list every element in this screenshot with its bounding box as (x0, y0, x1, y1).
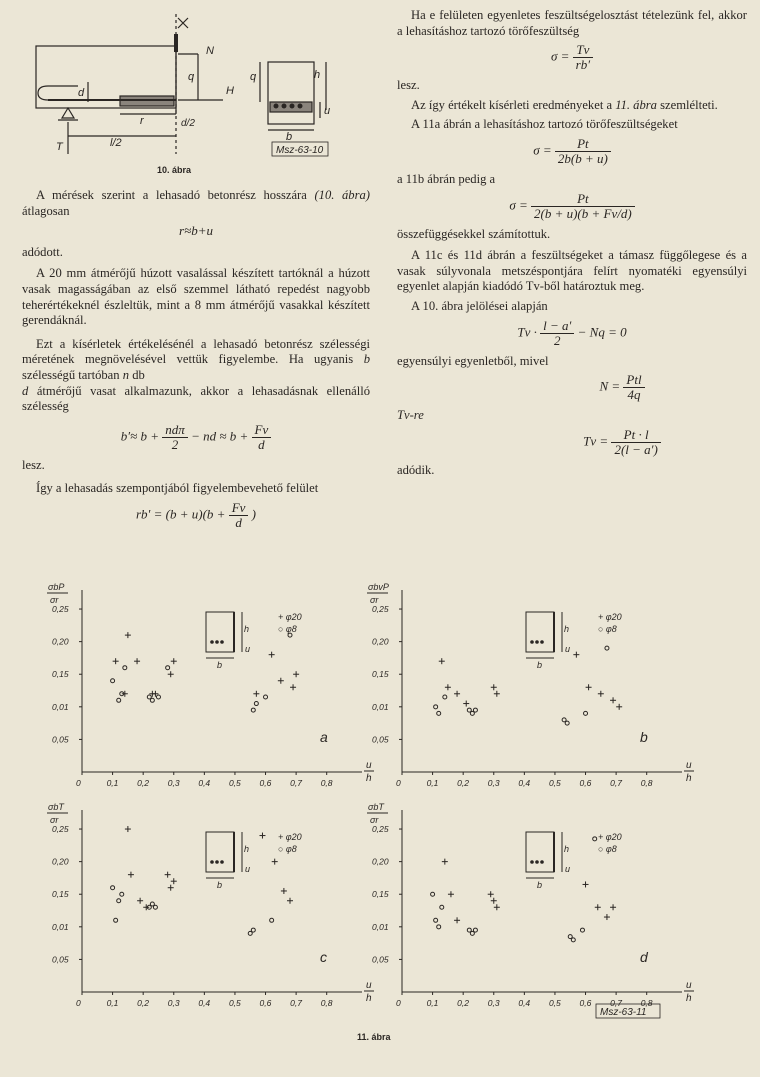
data-point-plus (287, 898, 293, 904)
data-point-plus (463, 701, 469, 707)
y-tick-label: 0,15 (372, 669, 389, 680)
data-point-plus (269, 652, 275, 658)
fig10-stamp: Msz-63-10 (276, 145, 324, 156)
inset-label-b: b (537, 660, 543, 670)
data-point-plus (168, 885, 174, 891)
inset-label-h: h (564, 844, 570, 854)
x-tick-label: 0,6 (579, 778, 592, 788)
x-tick-label: 0,1 (426, 998, 439, 1008)
y-tick-label: 0,20 (52, 856, 69, 867)
legend-plus: + φ20 (278, 612, 302, 622)
x-tick-label: 0,2 (457, 998, 470, 1008)
legend-circle: ○ φ8 (598, 844, 617, 854)
svg-text:T: T (56, 141, 63, 153)
fig11-stamp: Msz-63-11 (600, 1007, 647, 1018)
data-point-plus (583, 881, 589, 887)
data-point-circle (251, 928, 255, 932)
inset-label-h: h (564, 624, 570, 634)
data-point-plus (616, 704, 622, 710)
data-point-plus (168, 671, 174, 677)
data-point-circle (593, 837, 597, 841)
svg-text:d: d (78, 87, 85, 99)
x-tick-label: 0,7 (290, 998, 302, 1008)
paragraph: A 11c és 11d ábrán a feszültségeket a támasz függőlegese és a vasak súlyvonala metszéspontjára felírt nyomatéki egyensúlyi egyenlet alapján kiadódó Tv-ből határoztuk meg. (397, 248, 747, 294)
x-tick-label: 0,6 (579, 998, 592, 1008)
x-label-den: h (366, 993, 372, 1004)
data-point-plus (278, 678, 284, 684)
x-tick-label: 0,8 (640, 998, 653, 1008)
data-point-plus (281, 888, 287, 894)
fig10-caption: 10. ábra (157, 165, 192, 175)
x-tick-label: 0,4 (198, 778, 211, 788)
panel-b (367, 582, 694, 788)
x-tick-label: 0,4 (518, 998, 531, 1008)
x-tick-label: 0,7 (610, 778, 622, 788)
svg-text:N: N (206, 45, 214, 57)
x-tick-label: 0,2 (457, 778, 470, 788)
data-point-circle (264, 695, 268, 699)
inset-label-b: b (537, 880, 543, 890)
y-tick-label: 0,05 (52, 734, 69, 745)
x-tick-label: 0,4 (198, 998, 211, 1008)
data-point-plus (491, 898, 497, 904)
inset-label-h: h (244, 844, 250, 854)
paragraph: Ezt a kísérletek értékelésénél a lehasadó betonrész szélességi méretének megnövelésével vettük figyelembe. Ha ugyanis b szélességű tartóban n db d átmérőjű vasat alkalmazunk, akkor a lehasadásnak ellenálló szélesség (22, 336, 371, 414)
inset-section (526, 612, 554, 652)
data-point-plus (573, 652, 579, 658)
data-point-plus (171, 658, 177, 664)
inset-bar (210, 640, 214, 644)
y-tick-label: 0,01 (372, 921, 389, 932)
y-tick-label: 0,05 (52, 954, 69, 965)
y-tick-label: 0,05 (372, 734, 389, 745)
data-point-plus (293, 671, 299, 677)
x-label-num: u (686, 760, 692, 771)
panel-letter: c (320, 949, 327, 965)
legend-circle: ○ φ8 (278, 624, 297, 634)
left-column: A mérések szerint a lehasadó betonrész hosszára (10. ábra) átlagosan r≈b+u adódott. A 20 mm átmérőjű húzott vasalással készített tartóknál a húzott vasak magasságában az első szemmel látható repedést nagyobb teherértékeknél észleltük, mint a 8 mm átmérőjű vasakkal készített gerendáknál. Ezt a kísérletek értékelésénél a lehasadó betonrész szélességi méretének megnövelésével vettük figyelembe. Ha ugyanis b szélességű tartóban n db d átmérőjű vasat alkalmazunk, akkor a lehasadásnak ellenálló szélesség b′≈ b + $\frac{\text{ndπ}}{2}$ − nd ≈ b + $\frac{Fv}{d}$ lesz. Így a lehasadás szempontjából figyelembevehető felület rb′ = (b + u)(b + $\frac{Fv}{d}$ ) (22, 188, 371, 530)
data-point-circle (117, 899, 121, 903)
inset-bar (540, 640, 544, 644)
data-point-circle (437, 711, 441, 715)
eq-b-prime: b′≈ b + $\frac{\text{ndπ}}{2}$ − nd ≈ b + $\frac{Fv}{d}$ (22, 423, 370, 452)
eq-sigma-2: σ = $\frac{Pt}{2b(b + u)}$ (397, 137, 747, 166)
panel-a (47, 582, 374, 788)
x-tick-label: 0,7 (290, 778, 302, 788)
inset-label-b: b (217, 880, 223, 890)
data-point-circle (153, 905, 157, 909)
x-label-den: h (686, 773, 692, 784)
y-tick-label: 0,01 (372, 701, 389, 712)
data-point-circle (254, 702, 258, 706)
data-point-plus (290, 684, 296, 690)
y-tick-label: 0,25 (372, 604, 389, 615)
inset-label-u: u (565, 644, 571, 654)
y-tick-label: 0,25 (52, 604, 69, 615)
inset-section (206, 832, 234, 872)
x-tick-label: 0,4 (518, 778, 531, 788)
x-tick-label: 0 (76, 778, 81, 788)
data-point-plus (494, 691, 500, 697)
paragraph: Ha e felületen egyenletes feszültségelosztást tételezünk fel, akkor a lehasításhoz tartozó törőfeszültség (397, 8, 747, 38)
data-point-circle (111, 679, 115, 683)
data-point-circle (443, 695, 447, 699)
svg-text:u: u (324, 105, 331, 117)
y-tick-label: 0,20 (372, 856, 389, 867)
data-point-plus (586, 684, 592, 690)
legend-circle: ○ φ8 (278, 844, 297, 854)
data-point-circle (605, 646, 609, 650)
eq-moment: Tv · $\frac{l - a'}{2}$ − Nq = 0 (517, 317, 627, 348)
paragraph: A 10. ábra jelölései alapján (411, 298, 548, 313)
data-point-plus (137, 898, 143, 904)
figure-10 (28, 14, 368, 164)
y-label-num: σbT (368, 802, 384, 812)
x-tick-label: 0,6 (259, 998, 272, 1008)
eq-N: N = $\frac{\text{Ptl}}{4q}$ (497, 373, 747, 402)
data-point-plus (604, 914, 610, 920)
data-point-plus (491, 684, 497, 690)
data-point-circle (473, 928, 477, 932)
x-tick-label: 0,5 (548, 998, 561, 1008)
panel-letter: b (640, 729, 648, 745)
data-point-plus (488, 891, 494, 897)
data-point-plus (494, 904, 500, 910)
y-label-den: σr (50, 595, 59, 605)
data-point-plus (125, 632, 131, 638)
data-point-plus (448, 891, 454, 897)
x-tick-label: 0,8 (320, 998, 333, 1008)
data-point-plus (454, 691, 460, 697)
data-point-plus (595, 904, 601, 910)
y-label-den: σr (370, 595, 379, 605)
y-tick-label: 0,15 (372, 889, 389, 900)
x-tick-label: 0,5 (228, 778, 241, 788)
data-point-circle (434, 918, 438, 922)
data-point-circle (111, 886, 115, 890)
data-point-circle (120, 892, 124, 896)
y-tick-label: 0,25 (52, 824, 69, 835)
svg-text:b: b (286, 131, 293, 143)
eq-rb: rb′ = (b + u)(b + $\frac{Fv}{d}$ ) (135, 499, 257, 530)
x-tick-label: 0,1 (106, 998, 119, 1008)
y-label-num: σbP (48, 582, 65, 592)
x-tick-label: 0 (76, 998, 81, 1008)
x-tick-label: 0,5 (548, 778, 561, 788)
data-point-circle (156, 695, 160, 699)
inset-bar (530, 640, 534, 644)
y-label-den: σr (370, 815, 379, 825)
figure-11 (0, 580, 760, 1025)
svg-text:d/2: d/2 (181, 118, 195, 129)
eq-Tv: Tv = $\frac{Pt \cdot l}{2(l - a')}$ (497, 428, 747, 457)
x-label-num: u (366, 760, 372, 771)
x-tick-label: 0,5 (228, 998, 241, 1008)
y-label-num: σbvP (368, 582, 389, 592)
svg-text:H: H (226, 85, 234, 97)
inset-section (526, 832, 554, 872)
y-tick-label: 0,15 (52, 889, 69, 900)
inset-label-b: b (217, 660, 223, 670)
y-tick-label: 0,01 (52, 701, 69, 712)
eq-sigma-1: σ = $\frac{Tv}{rb'}$ (397, 43, 747, 72)
x-tick-label: 0,2 (137, 778, 150, 788)
x-tick-label: 0,3 (487, 778, 500, 788)
x-label-num: u (366, 980, 372, 991)
data-point-plus (253, 691, 259, 697)
y-tick-label: 0,20 (372, 636, 389, 647)
paragraph: Így a lehasadás szempontjából figyelembevehető felület (36, 481, 319, 496)
inset-bar (215, 860, 219, 864)
paragraph: A 11a ábrán a lehasításhoz tartozó törőfeszültségeket (411, 117, 678, 132)
data-point-plus (272, 859, 278, 865)
x-tick-label: 0,6 (259, 778, 272, 788)
data-point-circle (434, 705, 438, 709)
data-point-plus (134, 658, 140, 664)
eq-r: r≈b+u (179, 223, 213, 239)
inset-bar (220, 860, 224, 864)
data-point-plus (454, 917, 460, 923)
fig11-caption: 11. ábra (357, 1032, 391, 1042)
legend-plus: + φ20 (278, 832, 302, 842)
data-point-plus (259, 833, 265, 839)
inset-label-u: u (245, 864, 251, 874)
data-point-circle (440, 905, 444, 909)
legend-plus: + φ20 (598, 612, 622, 622)
y-tick-label: 0,25 (372, 824, 389, 835)
x-label-num: u (686, 980, 692, 991)
data-point-plus (610, 697, 616, 703)
data-point-plus (125, 826, 131, 832)
x-tick-label: 0 (396, 778, 401, 788)
right-column: Ha e felületen egyenletes feszültségelosztást tételezünk fel, akkor a lehasításhoz tartozó törőfeszültség σ = $\frac{Tv}{rb'}$ lesz. Az így értékelt kísérleti eredményeket a 11. ábra szemlélteti. A 11a ábrán a lehasításhoz tartozó törőfeszültségeket σ = $\frac{Pt}{2b(b + u)}$ a 11b ábrán pedig a σ = $\frac{Pt}{2(b + u)(b + Fv/d)}$ összefüggésekkel számítottuk. A 11c és 11d ábrán a feszültségeket a támasz függőlegese és a vasak súlyvonala metszéspontjára felírt nyomatéki egyensúlyi egyenlet alapján kiadódó Tv-ből határoztuk meg. A 10. ábra jelölései alapján Tv · $\frac{l - a'}{2}$ − Nq = 0 egyensúlyi egyenletből, mivel N = $\frac{\text{Ptl}}{4q}$ Tv-re Tv = $\frac{Pt \cdot l}{2(l - a')}$ adódik. (397, 8, 747, 477)
data-point-circle (117, 698, 121, 702)
x-tick-label: 0 (396, 998, 401, 1008)
data-point-circle (473, 708, 477, 712)
y-tick-label: 0,15 (52, 669, 69, 680)
data-point-plus (445, 684, 451, 690)
data-point-circle (584, 711, 588, 715)
legend-circle: ○ φ8 (598, 624, 617, 634)
data-point-circle (580, 928, 584, 932)
data-point-plus (171, 878, 177, 884)
y-tick-label: 0,01 (52, 921, 69, 932)
x-tick-label: 0,3 (487, 998, 500, 1008)
inset-section (206, 612, 234, 652)
svg-text:l/2: l/2 (110, 137, 122, 149)
data-point-circle (251, 708, 255, 712)
data-point-plus (128, 872, 134, 878)
svg-text:h: h (314, 69, 321, 81)
x-label-den: h (686, 993, 692, 1004)
eq-sigma-3: σ = $\frac{Pt}{2(b + u)(b + Fv/d)}$ (397, 192, 747, 221)
panel-d (367, 802, 694, 1008)
inset-label-u: u (245, 644, 251, 654)
data-point-plus (439, 658, 445, 664)
x-tick-label: 0,8 (320, 778, 333, 788)
data-point-circle (150, 698, 154, 702)
panel-c (47, 802, 374, 1008)
inset-bar (210, 860, 214, 864)
inset-bar (540, 860, 544, 864)
y-label-den: σr (50, 815, 59, 825)
inset-label-u: u (565, 864, 571, 874)
panel-letter: a (320, 729, 328, 745)
x-label-den: h (366, 773, 372, 784)
y-tick-label: 0,20 (52, 636, 69, 647)
data-point-plus (165, 872, 171, 878)
inset-label-h: h (244, 624, 250, 634)
y-label-num: σbT (48, 802, 64, 812)
x-tick-label: 0,1 (106, 778, 119, 788)
legend-plus: + φ20 (598, 832, 622, 842)
data-point-plus (442, 859, 448, 865)
paragraph: A 20 mm átmérőjű húzott vasalással készített tartóknál a húzott vasak magasságában az első szemmel látható repedést nagyobb teherértékeknél észleltük, mint a 8 mm átmérőjű vasakkal készített gerendáknál. (22, 266, 370, 328)
x-tick-label: 0,3 (167, 998, 180, 1008)
inset-bar (535, 640, 539, 644)
svg-text:q: q (188, 71, 195, 83)
inset-bar (530, 860, 534, 864)
data-point-circle (431, 892, 435, 896)
inset-bar (535, 860, 539, 864)
data-point-plus (598, 691, 604, 697)
x-tick-label: 0,7 (610, 998, 622, 1008)
data-point-circle (270, 918, 274, 922)
svg-text:q: q (250, 71, 257, 83)
data-point-circle (565, 721, 569, 725)
y-tick-label: 0,05 (372, 954, 389, 965)
inset-bar (220, 640, 224, 644)
data-point-circle (114, 918, 118, 922)
inset-bar (215, 640, 219, 644)
data-point-plus (113, 658, 119, 664)
x-tick-label: 0,8 (640, 778, 653, 788)
x-tick-label: 0,2 (137, 998, 150, 1008)
data-point-circle (123, 666, 127, 670)
data-point-circle (571, 938, 575, 942)
data-point-plus (610, 904, 616, 910)
data-point-circle (437, 925, 441, 929)
x-tick-label: 0,1 (426, 778, 439, 788)
panel-letter: d (640, 949, 648, 965)
data-point-circle (166, 666, 170, 670)
x-tick-label: 0,3 (167, 778, 180, 788)
svg-text:r: r (140, 115, 144, 127)
